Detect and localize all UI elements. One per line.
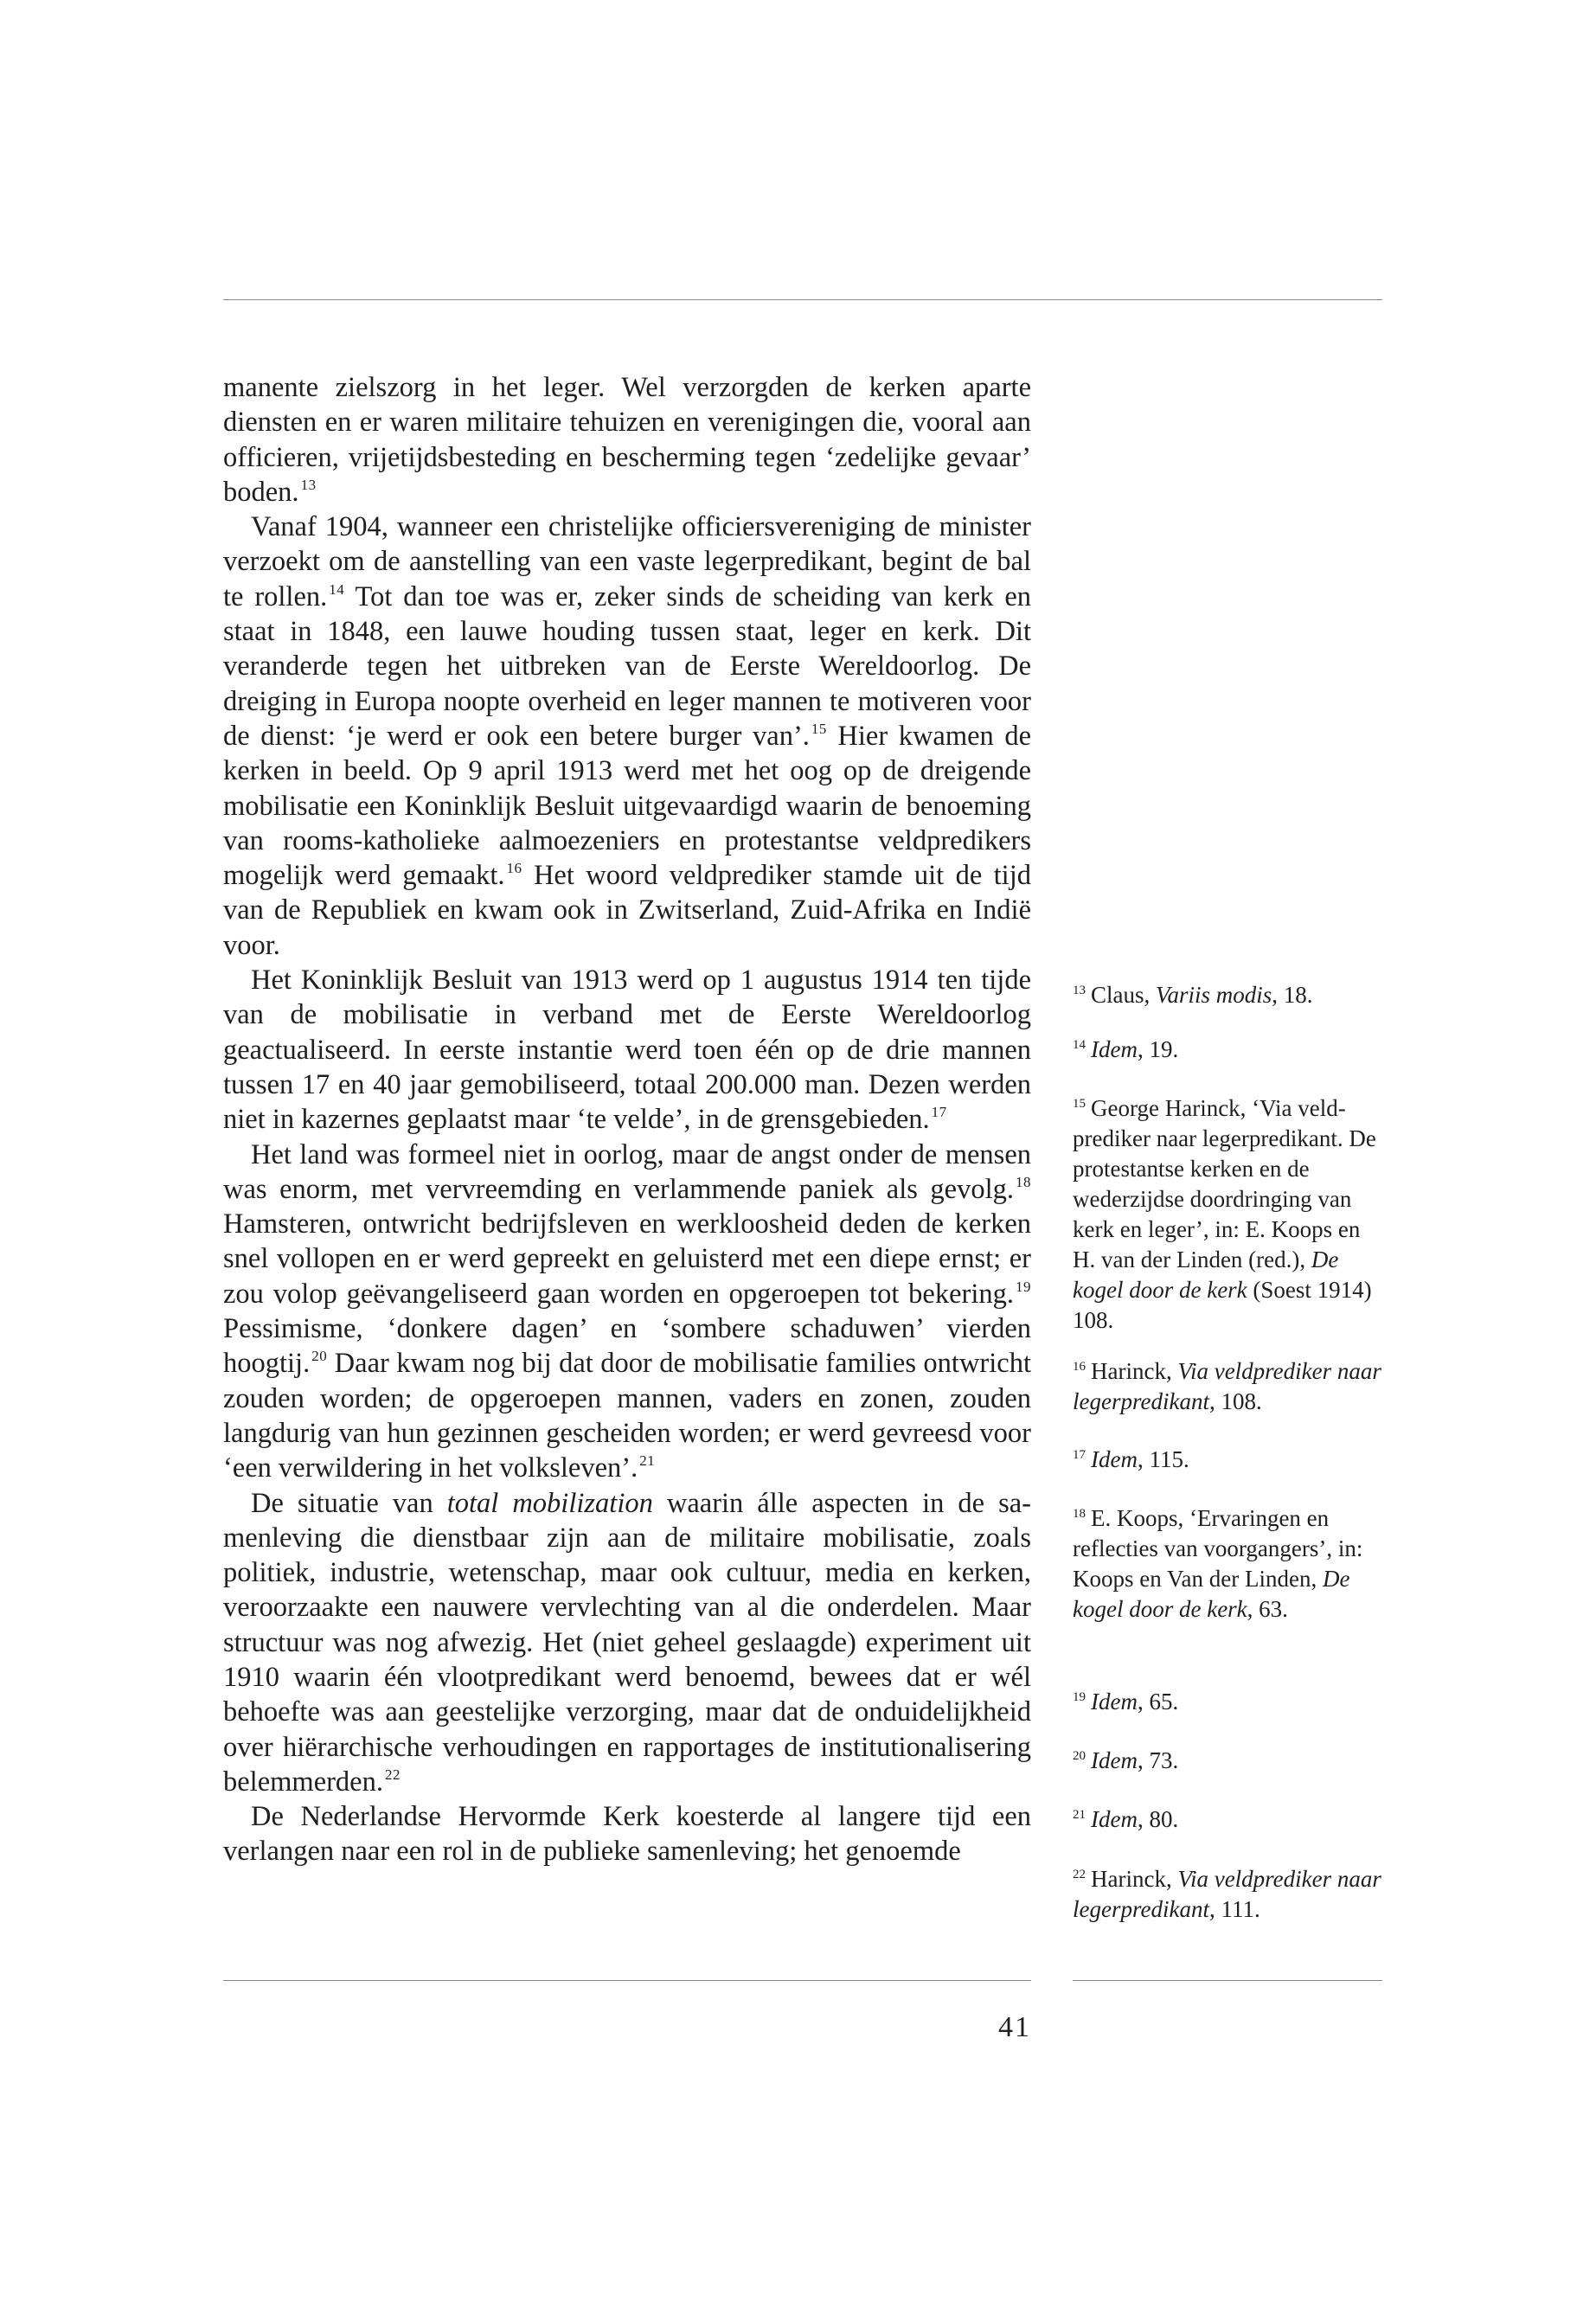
italic-text: Idem [1091,1806,1138,1832]
italic-text: Idem [1091,1689,1138,1715]
footnote-text: Claus, Variis modis, 18. [1091,982,1313,1008]
footnote-number: 16 [1073,1360,1086,1374]
footnote [1073,1445,1382,1475]
footnote-text: E. Koops, ‘Ervaringen en reflecties van voorgangers’, in: Koops en Van der Linden, De kogel door de kerk, 63. [1073,1505,1363,1622]
italic-text: total mobilization [446,1487,653,1519]
footnote-reference[interactable]: 22 [385,1766,401,1783]
footnote-number: 20 [1073,1749,1086,1763]
main-text-column [223,370,1031,1869]
footnote-number: 22 [1073,1868,1086,1881]
footnote-number: 13 [1073,984,1086,997]
footnote-reference[interactable]: 17 [931,1104,947,1121]
footnote-number: 17 [1073,1448,1086,1462]
bottom-rule-notes [1073,1980,1382,1981]
paragraph: De situatie van total mobilization waarin álle aspecten in de samenleving die dienstbaar zijn aan de militaire mobilisatie, zoals politiek, industrie, wetenschap, maar ook cultuur, media en kerken, veroorzaakte een nauwere vervlechting van al die onderdelen. Maar structuur was nog afwezig. Het (niet geheel geslaagde) experiment uit 1910 waarin één vlootpredikant werd benoemd, bewees dat er wél behoefte was aan geestelijke verzorging, maar dat de onduidelijkheid over hiërarchische verhoudingen en rapportages de institutionalisering belemmerden. $^{22}$ [223,1487,1031,1798]
footnote [1073,1035,1382,1065]
footnote-reference[interactable]: 20 [311,1348,328,1365]
footnote [1073,1804,1382,1835]
footnote [1073,1503,1382,1625]
top-rule [223,299,1382,300]
footnote-text: Idem, 65. [1091,1689,1179,1715]
bottom-rule-main [223,1980,1031,1981]
footnote [1073,1093,1382,1336]
footnote-number: 21 [1073,1808,1086,1822]
paragraph: De Nederlandse Hervormde Kerk koesterde al langere tijd een verlangen naar een rol in de publieke samenleving; het genoemde [223,1801,1031,1868]
paragraph: Het Koninklijk Besluit van 1913 werd op 1 augustus 1914 ten tijde van de mobilisatie in verband met de Eerste Wereldoorlog geactualiseerd. In eerste instantie werd toen één op de drie mannen tussen 17 en 40 jaar gemobiliseerd, totaal 200.000 man. Dezen werden niet in kazernes geplaatst maar ‘te velde’, in de grensgebieden. $^{17}$ [223,965,1031,1136]
italic-text: Variis modis [1156,982,1272,1008]
page-number: 41 [998,2011,1031,2043]
footnote-reference[interactable]: 19 [1016,1278,1031,1295]
footnote-number: 19 [1073,1690,1086,1704]
footnote [1073,1356,1382,1417]
footnote-text: Idem, 80. [1091,1806,1179,1832]
italic-text: Idem [1091,1747,1138,1773]
footnote-reference[interactable]: 13 [300,476,317,493]
paragraph: Vanaf 1904, wanneer een christelijke officiersvereniging de minister verzoekt om de aanstelling van een vaste legerpredikant, begint de bal te rollen. $^{14}$ Tot dan toe was er, zeker sinds de scheiding van kerk en staat in 1848, een lauwe houding tussen staat, leger en kerk. Dit veranderde tegen het uitbreken van de Eerste Wereldoorlog. De dreiging in Europa noopte overheid en leger mannen te motiveren voor de dienst: ‘je werd er ook een betere burger van’. $^{15}$ Hier kwamen de kerken in beeld. Op 9 april 1913 werd met het oog op de dreigende mobilisatie een Koninklijk Besluit uitgevaardigd waarin de benoeming van rooms-katholieke aalmoezeniers en protestantse veldpredikers mogelijk werd gemaakt. $^{16}$ Het woord veldprediker stamde uit de tijd van de Republiek en kwam ook in Zwitserland, Zuid-Afrika en Indië voor. [223,511,1031,961]
italic-text: Via veldprediker naar legerpredikant [1073,1358,1381,1414]
footnote-reference[interactable]: 18 [1016,1173,1031,1190]
footnote-text: Idem, 19. [1091,1036,1179,1062]
paragraph: Het land was formeel niet in oorlog, maar de angst onder de mensen was enorm, met vervreemding en verlammende paniek als gevolg. $^{18}$ Hamsteren, ontwricht bedrijfsleven en werkloosheid deden de kerken snel vollopen en er werd gepreekt en geluisterd met een diepe ernst; er zou volop geëvangeliseerd gaan worden en opgeroepen tot bekering. $^{19}$ Pessimisme, ‘donkere dagen’ en ‘sombere schaduwen’ vierden hoogtij. $^{20}$ Daar kwam nog bij dat door de mobilisatie families ontwricht zouden worden; de opgeroepen mannen, vaders en zonen, zouden langdurig van hun gezinnen gescheiden worden; er werd gevreesd voor ‘een verwildering in het volksleven’. $^{21}$ [223,1138,1031,1484]
footnote-text: Idem, 115. [1091,1446,1189,1472]
italic-text: Idem [1091,1036,1138,1062]
footnote-text: Idem, 73. [1091,1747,1179,1773]
italic-text: Idem [1091,1446,1138,1472]
italic-text: De kogel door de kerk [1073,1247,1339,1303]
footnote [1073,1864,1382,1925]
footnote-reference[interactable]: 21 [639,1452,656,1470]
footnote-number: 18 [1073,1507,1086,1521]
footnote-text: George Harinck, ‘Via veldprediker naar legerpredikant. De protestantse kerken en de wederzijdse doordringing van kerk en leger’, in: E. Koops en H. van der Linden (red.), De kogel door de kerk (Soest 1914) 108. [1073,1095,1376,1333]
footnote [1073,1746,1382,1776]
footnote [1073,1687,1382,1717]
footnote-reference[interactable]: 16 [506,860,522,877]
footnote-reference[interactable]: 14 [329,580,345,598]
footnote-number: 15 [1073,1097,1086,1111]
footnote-text: Harinck, Via veldprediker naar legerpredikant, 111. [1073,1866,1381,1922]
footnote-text: Harinck, Via veldprediker naar legerpredikant, 108. [1073,1358,1381,1414]
paragraph: manente zielszorg in het leger. Wel verzorgden de kerken aparte diensten en er waren militaire tehuizen en verenigingen die, vooral aan officieren, vrijetijdsbesteding en bescherming tegen ‘zedelijke gevaar’ boden. $^{13}$ [223,372,1031,508]
footnote-number: 14 [1073,1038,1086,1052]
footnote-reference[interactable]: 15 [811,720,827,737]
italic-text: Via veldprediker naar legerpredikant [1073,1866,1381,1922]
italic-text: De kogel door de kerk [1073,1566,1350,1622]
footnote [1073,980,1382,1010]
